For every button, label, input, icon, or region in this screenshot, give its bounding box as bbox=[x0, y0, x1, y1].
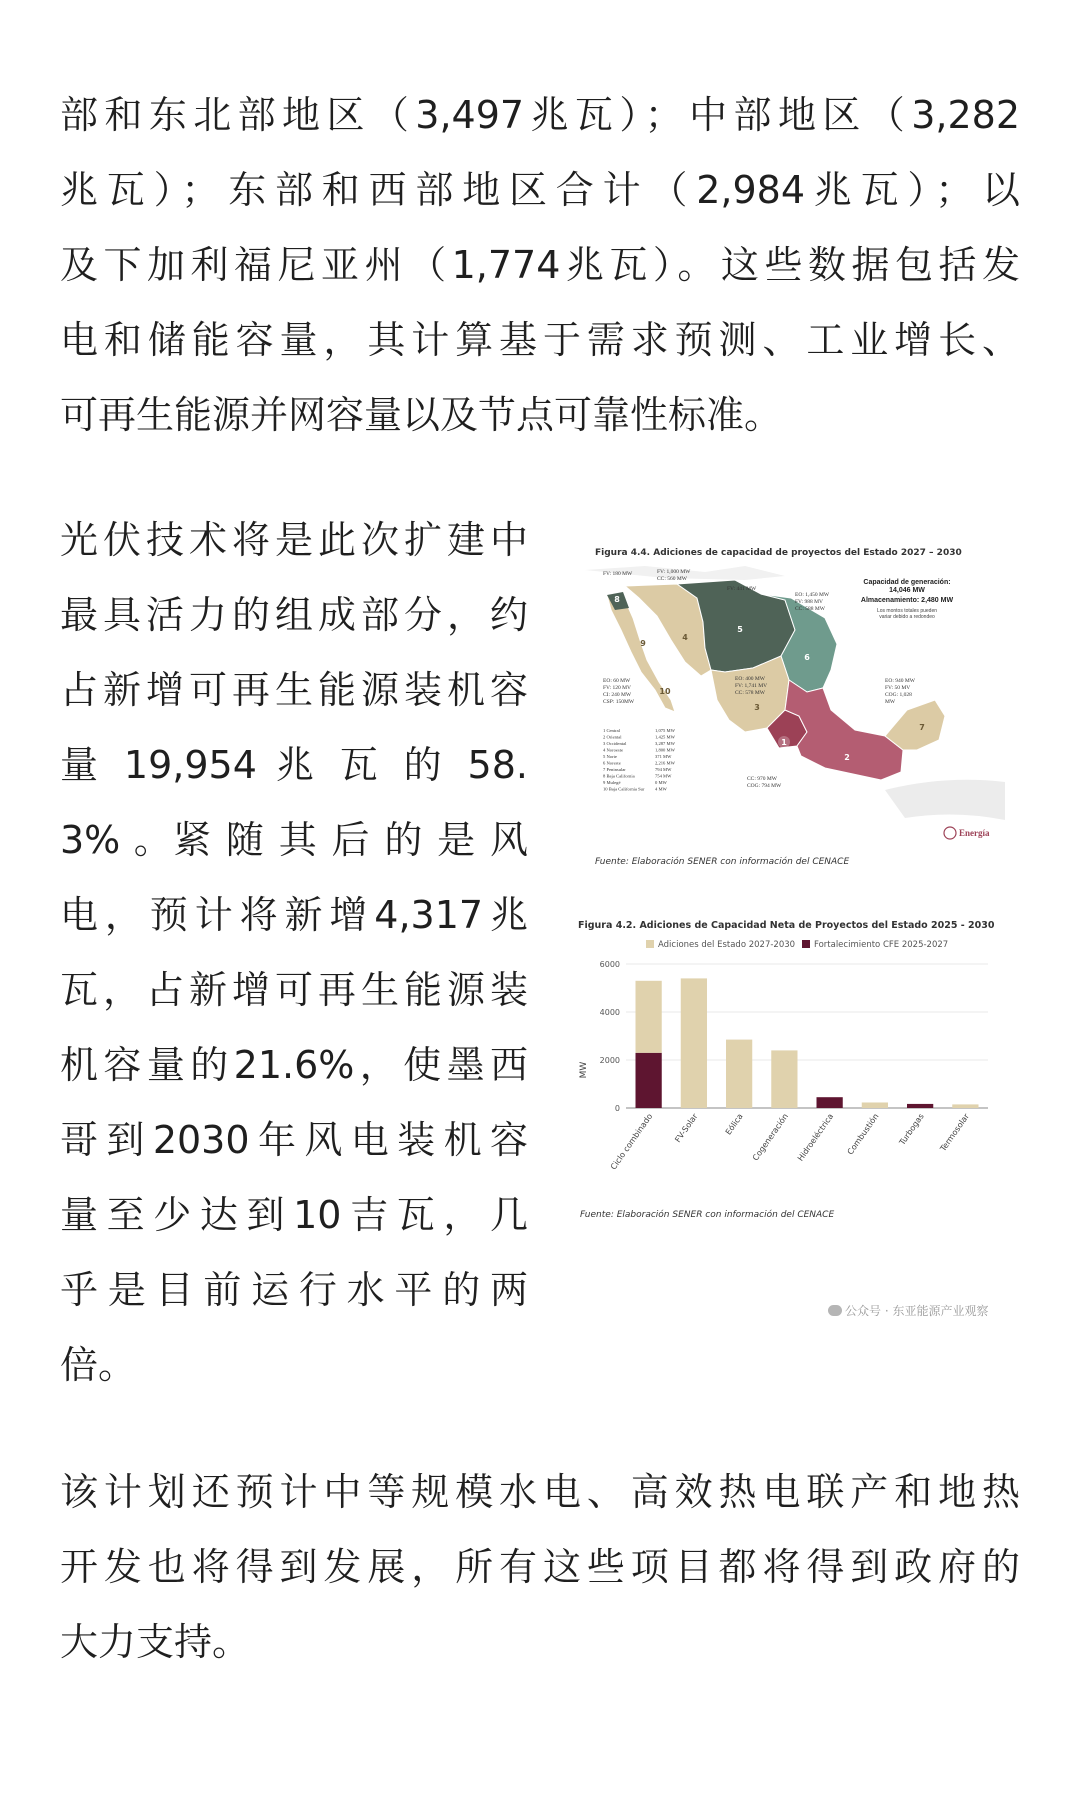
legend-name: 9 Mulegé bbox=[603, 780, 621, 785]
region-label: 5 bbox=[737, 625, 743, 634]
text-line: 部和东北部地区（3,497兆瓦）；中部地区（3,282 bbox=[60, 93, 1020, 137]
callout-region-8 bbox=[603, 571, 633, 577]
paragraph-solar-wind bbox=[60, 503, 528, 1403]
region-label: 1 bbox=[781, 738, 787, 747]
text-line: 及下加利福尼亚州（1,774兆瓦）。这些数据包括发 bbox=[60, 243, 1020, 287]
summary-storage: Almacenamiento: 2,480 MW bbox=[860, 597, 954, 604]
text-line: 电和储能容量，其计算基于需求预测、工业增长、 bbox=[60, 318, 1020, 362]
callout-text: FV: 988 MV bbox=[795, 599, 824, 605]
legend-swatch-fortalecimiento bbox=[802, 940, 810, 948]
y-tick-label: 0 bbox=[614, 1104, 620, 1113]
legend-name: 7 Peninsular bbox=[603, 767, 626, 772]
legend-swatch-adiciones bbox=[646, 940, 654, 948]
summary-generation: 14,046 MW bbox=[889, 587, 925, 594]
callout-region-2 bbox=[747, 776, 782, 789]
paragraph-other-technologies bbox=[60, 1455, 1020, 1680]
text-line: 兆瓦）；东部和西部地区合计（2,984兆瓦）；以 bbox=[60, 168, 1020, 212]
text-line: 该计划还预计中等规模水电、高效热电联产和地热 bbox=[60, 1470, 1020, 1514]
x-tick-label: Ciclo combinado bbox=[608, 1111, 655, 1172]
summary-title: Capacidad de generación: bbox=[863, 579, 951, 586]
legend-name: 4 Noroeste bbox=[603, 747, 624, 753]
legend-name: 6 Noreste bbox=[603, 760, 621, 766]
legend-value: 1,425 MW bbox=[655, 734, 675, 740]
text-line: 哥到2030年风电装机容 bbox=[60, 1118, 528, 1162]
chart-bars bbox=[636, 978, 979, 1108]
watermark bbox=[828, 1302, 988, 1319]
callout-text: CI: 240 MW bbox=[603, 692, 632, 698]
text-line: 量至少达到10吉瓦，几 bbox=[60, 1193, 528, 1237]
legend-name: 10 Baja California Sur bbox=[603, 786, 645, 792]
x-tick-label: Hidroeléctrica bbox=[795, 1111, 836, 1163]
y-tick-label: 4000 bbox=[599, 1008, 620, 1017]
x-tick-label: Termosolar bbox=[938, 1111, 972, 1153]
mexico-region-map bbox=[585, 560, 1005, 855]
y-axis-label: MW bbox=[579, 1061, 589, 1079]
logo-text: Energía bbox=[959, 828, 990, 838]
callout-text: COG: 794 MW bbox=[747, 783, 782, 789]
paragraph-regional-capacity bbox=[60, 78, 1020, 453]
region-label: 6 bbox=[804, 653, 810, 662]
y-tick-label: 2000 bbox=[599, 1056, 620, 1065]
bar-adiciones bbox=[636, 981, 662, 1053]
callout-text: CC: 578 MW bbox=[735, 690, 765, 696]
callout-text: FV: 1,741 MV bbox=[735, 683, 768, 689]
text-line: 量 19,954 兆 瓦 的 58. bbox=[60, 743, 528, 787]
callout-text: FV: 441 MW bbox=[727, 586, 757, 592]
callout-text: EO: 60 MW bbox=[603, 678, 631, 684]
text-line: 最具活力的组成部分，约 bbox=[60, 593, 528, 637]
y-tick-label: 6000 bbox=[599, 960, 620, 969]
legend-name: 8 Baja California bbox=[603, 773, 635, 779]
text-line: 电，预计将新增4,317兆 bbox=[60, 893, 528, 937]
text-line: 倍。 bbox=[60, 1343, 137, 1387]
legend-label-adiciones: Adiciones del Estado 2027-2030 bbox=[658, 940, 796, 950]
legend-name: 2 Oriental bbox=[603, 734, 622, 740]
text-line: 可再生能源并网容量以及节点可靠性标准。 bbox=[60, 393, 783, 437]
callout-text: EO: 400 MW bbox=[735, 676, 765, 682]
text-line: 占新增可再生能源装机容 bbox=[60, 668, 528, 712]
text-line: 光伏技术将是此次扩建中 bbox=[60, 518, 528, 562]
region-label: 9 bbox=[640, 639, 646, 648]
text-line: 大力支持。 bbox=[60, 1620, 251, 1664]
figure-source: Fuente: Elaboración SENER con información del CENACE bbox=[595, 857, 850, 867]
callout-region-5 bbox=[727, 586, 757, 592]
region-label: 3 bbox=[754, 703, 760, 712]
region-label: 7 bbox=[919, 723, 925, 732]
bar-fortalecimiento bbox=[636, 1053, 662, 1108]
legend-value: 2,216 MW bbox=[655, 760, 675, 766]
legend-value: 371 MW bbox=[655, 754, 672, 759]
callout-text: CC: 970 MW bbox=[747, 776, 777, 782]
text-line: 瓦，占新增可再生能源装 bbox=[60, 968, 528, 1012]
bar-fortalecimiento bbox=[907, 1104, 933, 1108]
callout-text: MW bbox=[885, 699, 896, 705]
bar-adiciones bbox=[681, 978, 707, 1108]
figure-capacity-map bbox=[585, 540, 1005, 875]
legend-name: 5 Norte bbox=[603, 754, 617, 759]
chart-title: Figura 4.2. Adiciones de Capacidad Neta de Proyectos del Estado 2025 - 2030 bbox=[578, 920, 995, 931]
legend-value: 4 MW bbox=[655, 786, 667, 792]
legend-label-fortalecimiento: Fortalecimiento CFE 2025-2027 bbox=[814, 940, 949, 950]
legend-value: 1,075 MW bbox=[655, 728, 675, 733]
chart-legend bbox=[646, 940, 948, 950]
legend-value: 3,287 MW bbox=[655, 741, 675, 746]
figure-capacity-chart bbox=[578, 918, 1018, 1230]
callout-region-10 bbox=[603, 678, 635, 705]
callout-text: CC: 560 MW bbox=[657, 576, 687, 582]
chart-source: Fuente: Elaboración SENER con información del CENACE bbox=[580, 1210, 835, 1220]
summary-note: variar debido a redondeo bbox=[879, 614, 935, 620]
x-tick-label: Cogeneración bbox=[750, 1111, 791, 1163]
callout-text: COG: 1,028 bbox=[885, 692, 912, 698]
bar-fortalecimiento bbox=[817, 1097, 843, 1108]
callout-text: FV: 180 MW bbox=[603, 571, 633, 577]
callout-region-4 bbox=[657, 569, 691, 582]
x-tick-label: Combustión bbox=[845, 1111, 881, 1157]
text-line: 开发也将得到发展，所有这些项目都将得到政府的 bbox=[60, 1545, 1020, 1589]
legend-value: 794 MW bbox=[655, 767, 672, 772]
x-axis-labels bbox=[609, 1111, 972, 1171]
legend-name: 1 Central bbox=[603, 728, 620, 733]
legend-value: 754 MW bbox=[655, 773, 672, 779]
text-line: 机容量的21.6%，使墨西 bbox=[60, 1043, 528, 1087]
bar-adiciones bbox=[771, 1050, 797, 1108]
region-label: 10 bbox=[659, 687, 671, 696]
x-tick-label: Turbogas bbox=[897, 1111, 926, 1147]
callout-text: CC: 588 MW bbox=[795, 606, 825, 612]
figure-title: Figura 4.4. Adiciones de capacidad de proyectos del Estado 2027 – 2030 bbox=[595, 548, 962, 558]
legend-value: 1,800 MW bbox=[655, 747, 675, 753]
y-axis-ticks bbox=[600, 960, 620, 1113]
chart-gridlines bbox=[626, 964, 988, 1108]
callout-text: EO: 1,450 MW bbox=[795, 592, 830, 598]
legend-name: 3 Occidental bbox=[603, 741, 627, 746]
text-line: 乎是目前运行水平的两 bbox=[60, 1268, 528, 1312]
bar-adiciones bbox=[952, 1104, 978, 1108]
text-line: 3% 。紧 随 其 后 的 是 风 bbox=[60, 818, 528, 862]
watermark-text: 公众号 · 东亚能源产业观察 bbox=[845, 1304, 989, 1318]
legend-value: 0 MW bbox=[655, 780, 667, 785]
region-label: 2 bbox=[844, 753, 850, 762]
callout-text: FV: 1,000 MW bbox=[657, 569, 691, 575]
wechat-icon bbox=[828, 1305, 842, 1316]
bar-adiciones bbox=[726, 1040, 752, 1108]
callout-text: EO: 940 MW bbox=[885, 678, 915, 684]
x-tick-label: Eólica bbox=[723, 1111, 745, 1137]
region-label: 8 bbox=[614, 595, 620, 604]
capacity-bar-chart bbox=[578, 932, 1018, 1208]
x-tick-label: FV-Solar bbox=[673, 1111, 700, 1145]
callout-text: FV: 120 MV bbox=[603, 685, 632, 691]
summary-note: Los montos totales pueden bbox=[876, 608, 938, 614]
callout-region-3 bbox=[735, 676, 767, 696]
bar-adiciones bbox=[862, 1102, 888, 1108]
region-label: 4 bbox=[682, 633, 688, 642]
callout-text: FV: 50 MV bbox=[885, 685, 911, 691]
callout-text: CSP: 150MW bbox=[603, 699, 635, 705]
